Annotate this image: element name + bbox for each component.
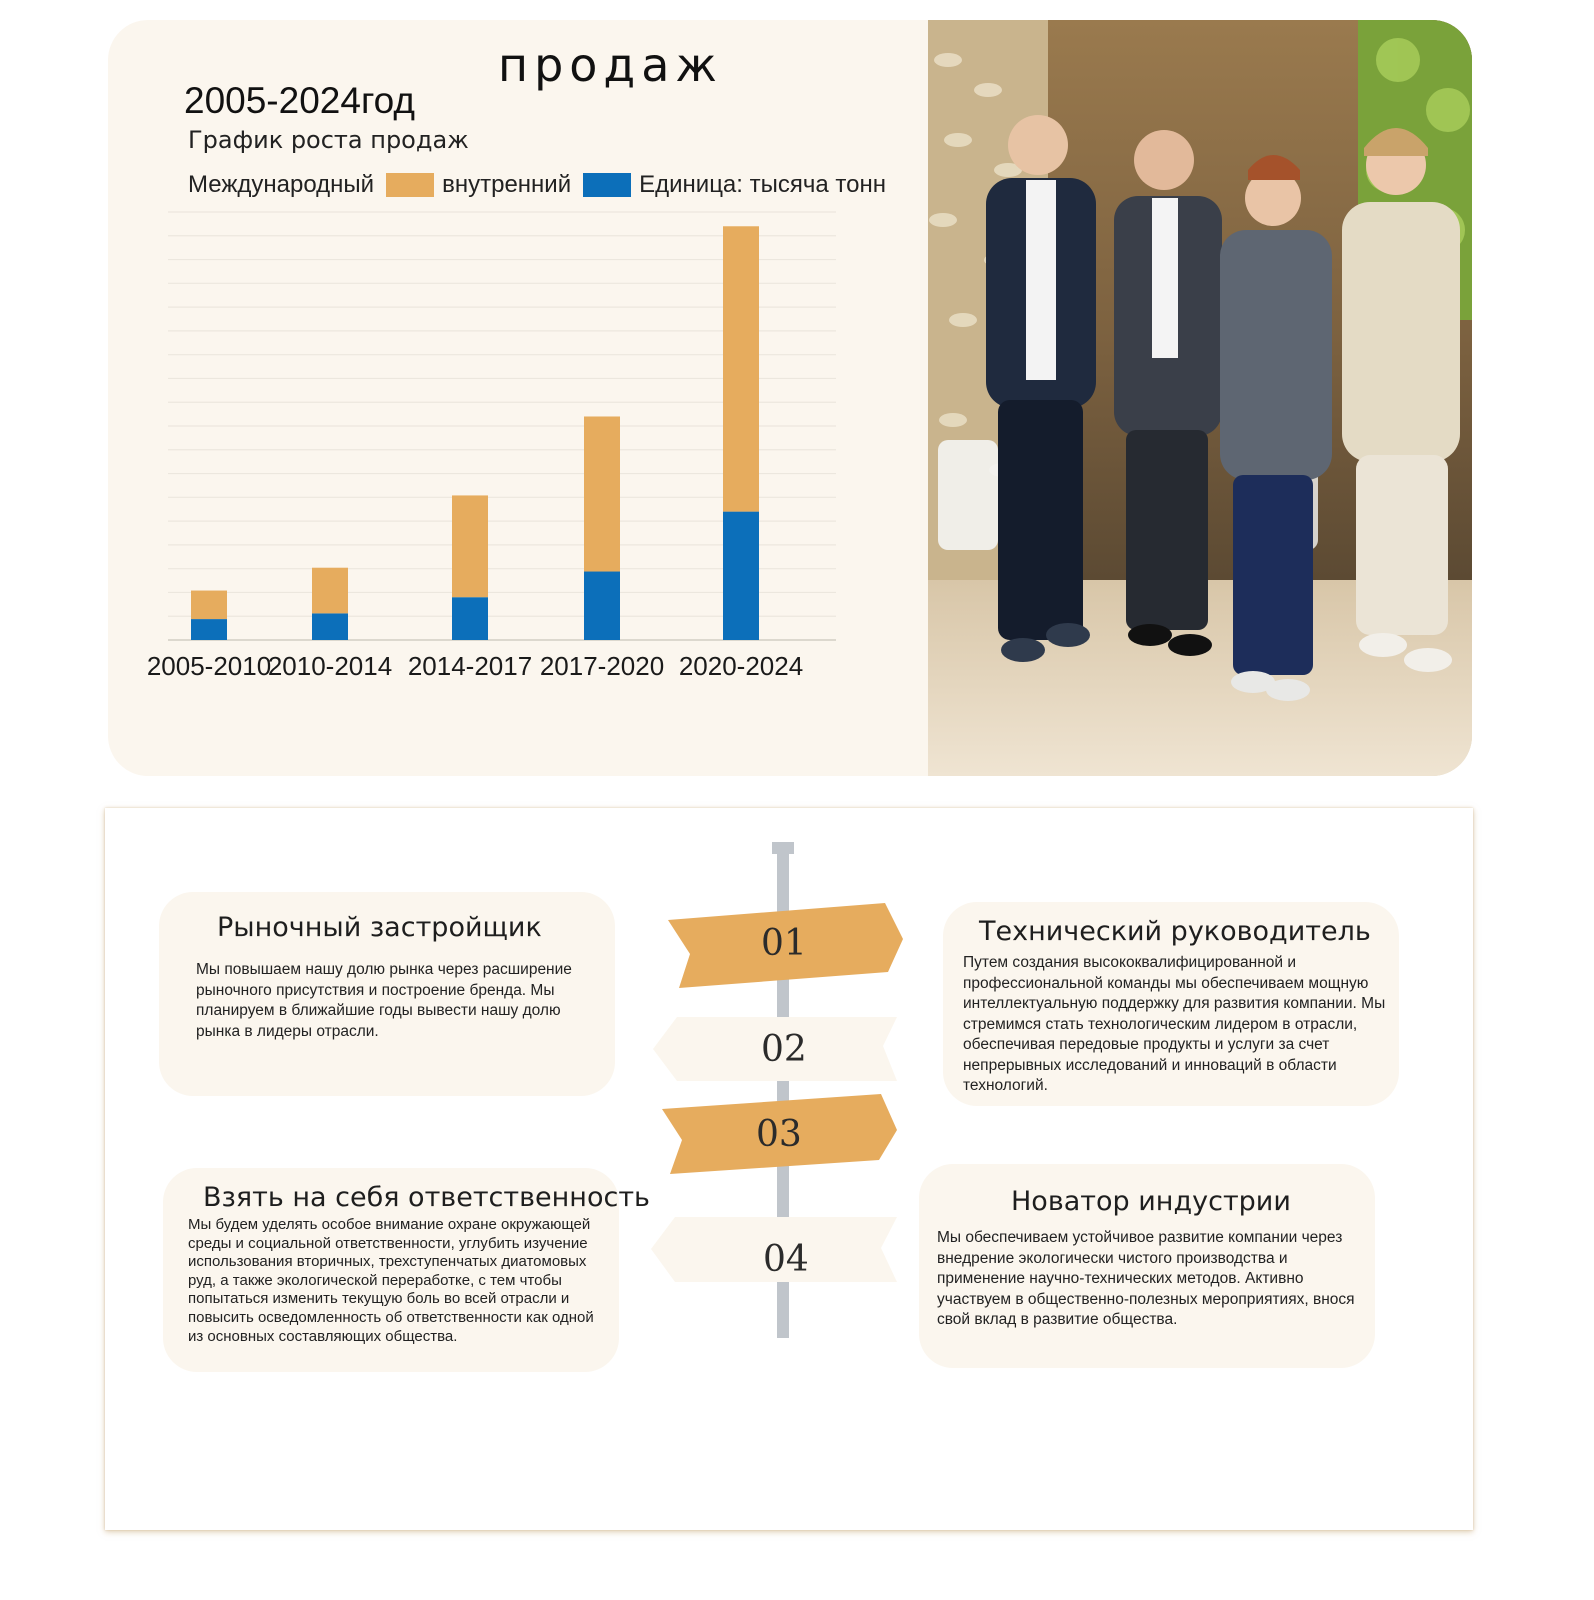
bar-domestic-2005-2010 [191,591,227,620]
industry-innovator-text: Мы обеспечиваем устойчивое развитие компании через внедрение экологически чистого производства и применение научно-технических методов. Активно участвуем в общественно-полезных мероприятиях, внося свой вклад в развитие общества. [937,1229,1355,1328]
bar-domestic-2010-2014 [312,568,348,614]
step-01-number: 01 [761,923,807,964]
legend-international-label: Международный [188,171,375,198]
x-tick-label: 2017-2020 [539,651,665,681]
chart-legend [188,168,886,202]
x-tick-label: 2020-2024 [678,651,804,681]
bar-international-2014-2017 [452,597,488,640]
industry-innovator-title: Новатор индустрии [1011,1186,1291,1217]
legend-domestic-label: внутренний [442,171,572,198]
chart-year-range: 2005-2024год [184,80,415,121]
legend-unit-label: Единица: тысяча тонн [639,171,886,198]
industry-innovator-card [919,1164,1375,1368]
market-builder-title: Рыночный застройщик [217,912,542,943]
x-tick-label: 2014-2017 [407,651,533,681]
step-03-number: 03 [756,1114,802,1155]
bar-international-2020-2024 [723,512,759,640]
bar-domestic-2014-2017 [452,495,488,597]
x-tick-label: 2005-2010 [146,651,272,681]
tech-leader-card [943,902,1399,1106]
market-builder-text: Мы повышаем нашу долю рынка через расширение рыночного присутствия и построение бренда. Мы планируем в ближайшие годы вывести нашу долю рынка в лидеры отрасли. [196,961,572,1040]
team-photo [928,20,1472,776]
step-02-number: 02 [761,1029,807,1070]
legend-domestic-swatch [386,173,434,197]
chart-title: продаж [498,38,723,92]
responsibility-card [163,1168,650,1372]
bar-domestic-2017-2020 [584,416,620,571]
values-card [105,808,1473,1530]
x-tick-label: 2010-2014 [267,651,393,681]
step-04-number: 04 [763,1239,809,1280]
bar-international-2005-2010 [191,619,227,640]
market-builder-card [159,892,615,1096]
legend-international-swatch [583,173,631,197]
team-photo-illustration [928,20,1472,776]
tech-leader-text: Путем создания высококвалифицированной и профессиональной команды мы обеспечиваем мощную интеллектуальную поддержку для развития компании. Мы стремимся стать технологическим лидером в отрасли, обеспечивая передовые продукты и услуги за счет непрерывных исследований и инноваций в области технологий. [963,954,1386,1094]
sales-chart-card [108,20,1472,776]
bar-international-2017-2020 [584,572,620,640]
responsibility-text: Мы будем уделять особое внимание охране окружающей среды и социальной ответственности, углубить изучение использования вторичных, трехступенчатых диатомовых руд, а также экологической переработке, с тем чтобы попытаться изменить текущую боль во всей отрасли и повысить осведомленность об ответственности как одной из основных составляющих общества. [188,1216,594,1345]
responsibility-title: Взять на себя ответственность [203,1182,650,1213]
bar-domestic-2020-2024 [723,226,759,511]
bar-international-2010-2014 [312,613,348,640]
tech-leader-title: Технический руководитель [979,916,1371,947]
chart-subtitle: График роста продаж [188,126,469,154]
